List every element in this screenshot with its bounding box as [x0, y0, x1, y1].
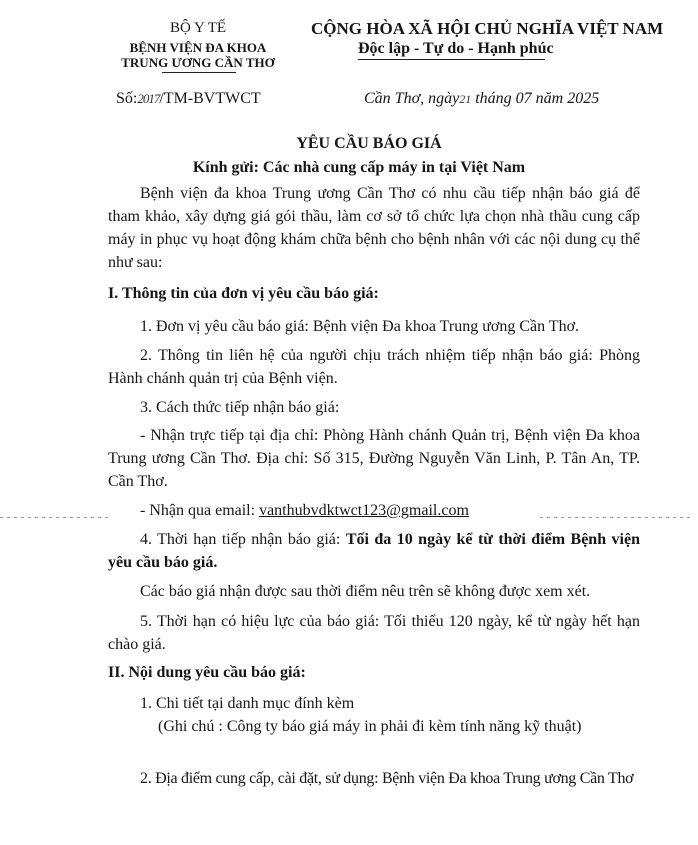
section1-item1	[108, 315, 640, 338]
scan-artifact-line	[0, 517, 108, 518]
section1-item4-note	[108, 580, 640, 603]
section1-item3-text: 3. Cách thức tiếp nhận báo giá:	[140, 399, 340, 416]
section1-item5-text: 5. Thời hạn có hiệu lực của báo giá: Tối thiểu 120 ngày, kể từ ngày hết hạn chào giá.	[108, 613, 640, 653]
section1-item2	[108, 344, 640, 390]
section2-item1-note: (Ghi chú : Công ty báo giá máy in phải đi kèm tính năng kỹ thuật)	[158, 718, 582, 735]
section2-item1: 1. Chi tiết tại danh mục đính kèm	[140, 695, 355, 712]
section1-item4	[108, 528, 640, 574]
email-link[interactable]: vanthubvdktwct123@gmail.com	[259, 502, 469, 519]
section2-item2: 2. Địa điểm cung cấp, cài đặt, sử dụng: Bệnh viện Đa khoa Trung ương Cần Thơ	[140, 770, 634, 787]
section1-item1-text: 1. Đơn vị yêu cầu báo giá: Bệnh viện Đa khoa Trung ương Cần Thơ.	[140, 318, 580, 335]
doc-number-handwritten: 2017	[137, 91, 160, 106]
document-date	[364, 90, 599, 108]
motto: Độc lập - Tự do - Hạnh phúc	[358, 40, 554, 57]
intro-paragraph	[108, 182, 640, 274]
section1-item4-note-text: Các báo giá nhận được sau thời điểm nêu trên sẽ không được xem xét.	[140, 583, 591, 600]
date-suffix: tháng 07 năm 2025	[475, 90, 600, 107]
intro-text: Bệnh viện đa khoa Trung ương Cần Thơ có nhu cầu tiếp nhận báo giá để tham khảo, xây dựng giá gói thầu, làm cơ sở tổ chức lựa chọn nhà thầu cung cấp máy in phục vụ hoạt động khám chữa bệnh cho bệnh nhân với các nội dung cụ thể như sau:	[108, 185, 640, 271]
section1-item4-text	[108, 528, 640, 574]
hospital-name-line2: TRUNG ƯƠNG CẦN THƠ	[121, 55, 275, 70]
date-prefix: Cần Thơ, ngày	[364, 90, 460, 107]
scan-artifact-line-right	[540, 517, 690, 518]
date-day-handwritten: 21	[459, 92, 472, 106]
section1-item2-text: 2. Thông tin liên hệ của người chịu trách nhiệm tiếp nhận báo giá: Phòng Hành chánh quản trị của Bệnh viện.	[108, 347, 640, 387]
nation-name: CỘNG HÒA XÃ HỘI CHỦ NGHĨA VIỆT NAM	[311, 19, 664, 38]
section1-item3	[108, 396, 640, 419]
section1-item3-direct-text: - Nhận trực tiếp tại địa chỉ: Phòng Hành chánh Quản trị, Bệnh viện Đa khoa Trung ương Cần Thơ. Địa chỉ: Số 315, Đường Nguyễn Văn Linh, P. Tân An, TP. Cần Thơ.	[108, 427, 640, 490]
section1-item5	[108, 610, 640, 656]
section1-item3-email-line	[108, 499, 640, 522]
section2-heading: II. Nội dung yêu cầu báo giá:	[108, 664, 306, 681]
document-number	[116, 90, 261, 108]
section1-heading: I. Thông tin của đơn vị yêu cầu báo giá:	[108, 285, 379, 302]
header-left-underline	[162, 72, 236, 73]
doc-number-prefix: Số:	[116, 90, 138, 107]
addressee: Kính gửi: Các nhà cung cấp máy in tại Việt Nam	[192, 159, 526, 176]
section1-item3-email	[108, 499, 640, 522]
hospital-name-line1: BỆNH VIỆN ĐA KHOA	[129, 40, 267, 55]
item4-deadline: Tối đa 10 ngày kể từ thời điểm Bệnh viện yêu cầu báo giá.	[108, 531, 640, 571]
document-title: YÊU CẦU BÁO GIÁ	[296, 135, 442, 152]
motto-underline	[358, 59, 545, 60]
item4-prefix: 4. Thời hạn tiếp nhận báo giá:	[140, 531, 346, 548]
doc-number-suffix: /TM-BVTWCT	[159, 90, 261, 107]
email-prefix: - Nhận qua email:	[140, 502, 260, 519]
ministry-name: BỘ Y TẾ	[169, 20, 227, 36]
section1-item3-direct	[108, 424, 640, 493]
